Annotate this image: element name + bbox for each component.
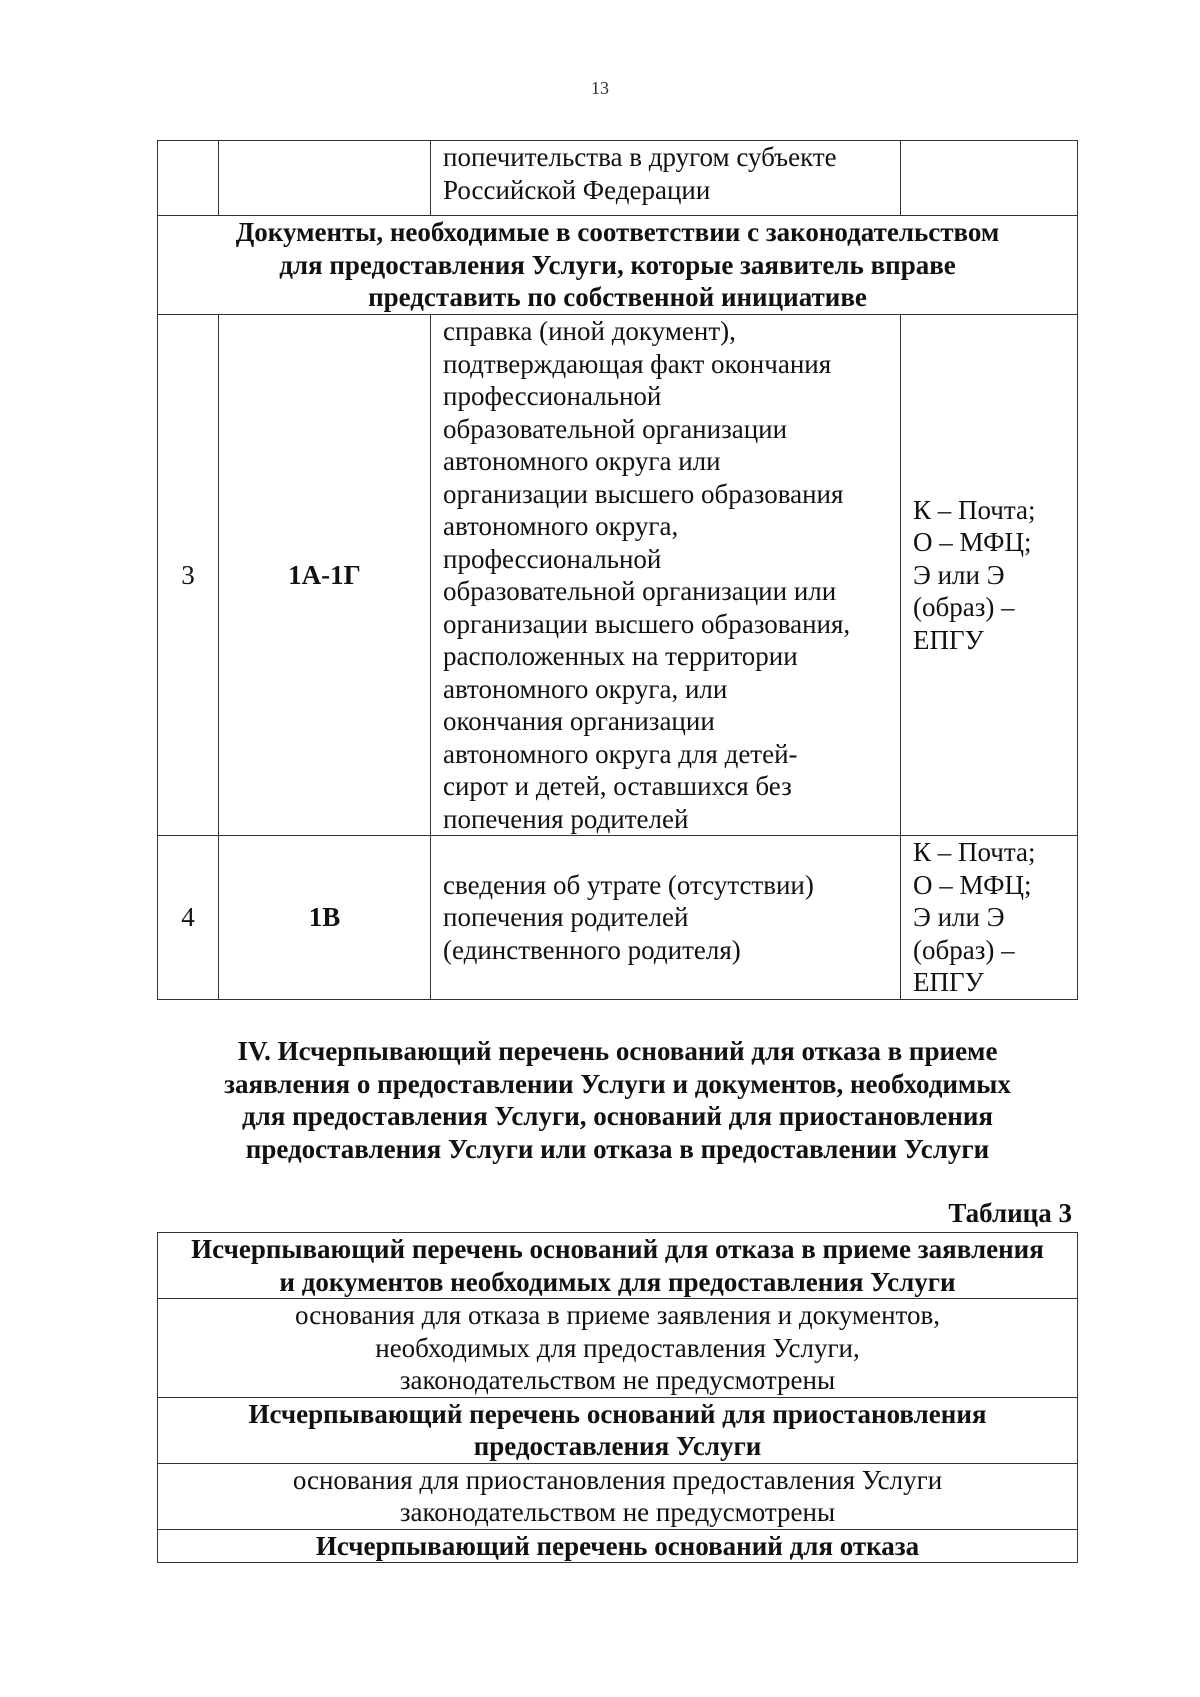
submission-ways	[901, 141, 1078, 216]
section-title	[157, 1035, 1078, 1165]
row-number: 4	[158, 836, 219, 1000]
table-row	[158, 1233, 1078, 1299]
text-line: для предоставления Услуги, которые заявитель вправе	[279, 249, 956, 280]
text-line: попечения родителей	[443, 803, 689, 834]
text-line: О – МФЦ;	[913, 527, 1032, 558]
table-row	[158, 1463, 1078, 1529]
row-number: 3	[158, 315, 219, 836]
text-line: справка (иной документ),	[443, 316, 736, 346]
text-line: Исчерпывающий перечень оснований для отказа в приеме заявления	[191, 1234, 1044, 1264]
text-line: законодательством не предусмотрены	[399, 1497, 836, 1527]
text-line: (образ) –	[913, 934, 1015, 965]
submission-ways	[901, 315, 1078, 836]
text-line: для предоставления Услуги, оснований для приостановления	[242, 1101, 993, 1131]
text-line: профессиональной	[443, 543, 662, 574]
row-number	[158, 141, 219, 216]
refusal-header	[158, 1529, 1078, 1563]
text-line: и документов необходимых для предоставления Услуги	[279, 1266, 956, 1297]
text-line: Исчерпывающий перечень оснований для приостановления	[248, 1398, 987, 1429]
text-line: попечительства в другом субъекте	[443, 142, 837, 172]
text-line: К – Почта;	[913, 494, 1036, 525]
text-line: основания для приостановления предоставления Услуги	[292, 1464, 943, 1495]
submission-ways	[901, 836, 1078, 1000]
documents-table	[157, 140, 1078, 1000]
optional-documents-header	[158, 216, 1078, 315]
text-line: ЕПГУ	[913, 624, 984, 655]
text-line: автономного округа для детей-	[443, 738, 798, 769]
text-line: законодательством не предусмотрены	[399, 1365, 836, 1395]
suspension-header	[158, 1397, 1078, 1463]
table-row	[158, 1397, 1078, 1463]
text-line: окончания организации	[443, 706, 715, 736]
text-line: представить по собственной инициативе	[368, 282, 867, 313]
text-line: профессиональной	[443, 381, 662, 411]
text-line: Э или Э	[913, 902, 1005, 932]
applicant-category: 1В	[219, 836, 431, 1000]
text-line: предоставления Услуги или отказа в предоставлении Услуги	[245, 1133, 990, 1164]
text-line: заявления о предоставлении Услуги и документов, необходимых	[224, 1068, 1011, 1099]
text-line: попечения родителей	[443, 902, 689, 932]
text-line: (единственного родителя)	[443, 934, 741, 965]
text-line: сирот и детей, оставшихся без	[443, 771, 792, 801]
text-line: автономного округа, или	[443, 673, 728, 704]
document-description	[431, 315, 901, 836]
document-description	[431, 836, 901, 1000]
text-line: основания для отказа в приеме заявления и документов,	[295, 1300, 940, 1330]
table-row	[158, 141, 1078, 216]
optional-documents-header-row	[158, 216, 1078, 315]
table-row	[158, 836, 1078, 1000]
text-line: подтверждающая факт окончания	[443, 348, 832, 379]
text-line: Российской Федерации	[443, 174, 711, 205]
page-number: 13	[591, 78, 609, 98]
text-line: необходимых для предоставления Услуги,	[375, 1332, 860, 1363]
text-line: организации высшего образования,	[443, 608, 851, 639]
text-line: (образ) –	[913, 592, 1015, 623]
text-line: организации высшего образования	[443, 478, 844, 509]
text-line: образовательной организации или	[443, 576, 837, 606]
refusal-acceptance-text	[158, 1299, 1078, 1398]
grounds-table	[157, 1232, 1078, 1563]
text-line: образовательной организации	[443, 413, 788, 444]
applicant-category	[219, 141, 431, 216]
table-row	[158, 1299, 1078, 1398]
text-line: сведения об утрате (отсутствии)	[443, 869, 814, 900]
table-row	[158, 315, 1078, 836]
suspension-text	[158, 1463, 1078, 1529]
document-description	[431, 141, 901, 216]
refusal-acceptance-header	[158, 1233, 1078, 1299]
text-line: Исчерпывающий перечень оснований для отказа	[315, 1530, 920, 1561]
text-line: О – МФЦ;	[913, 869, 1032, 900]
text-line: К – Почта;	[913, 837, 1036, 867]
text-line: автономного округа или	[443, 446, 721, 476]
table-label: Таблица 3	[948, 1198, 1072, 1228]
text-line: расположенных на территории	[443, 641, 798, 671]
text-line: автономного округа,	[443, 511, 679, 541]
text-line: ЕПГУ	[913, 967, 984, 997]
text-line: Э или Э	[913, 559, 1005, 590]
text-line: IV. Исчерпывающий перечень оснований для отказа в приеме	[237, 1036, 998, 1066]
text-line: Документы, необходимые в соответствии с законодательством	[235, 217, 1000, 248]
applicant-category: 1А-1Г	[219, 315, 431, 836]
table-row	[158, 1529, 1078, 1563]
text-line: предоставления Услуги	[473, 1431, 762, 1461]
